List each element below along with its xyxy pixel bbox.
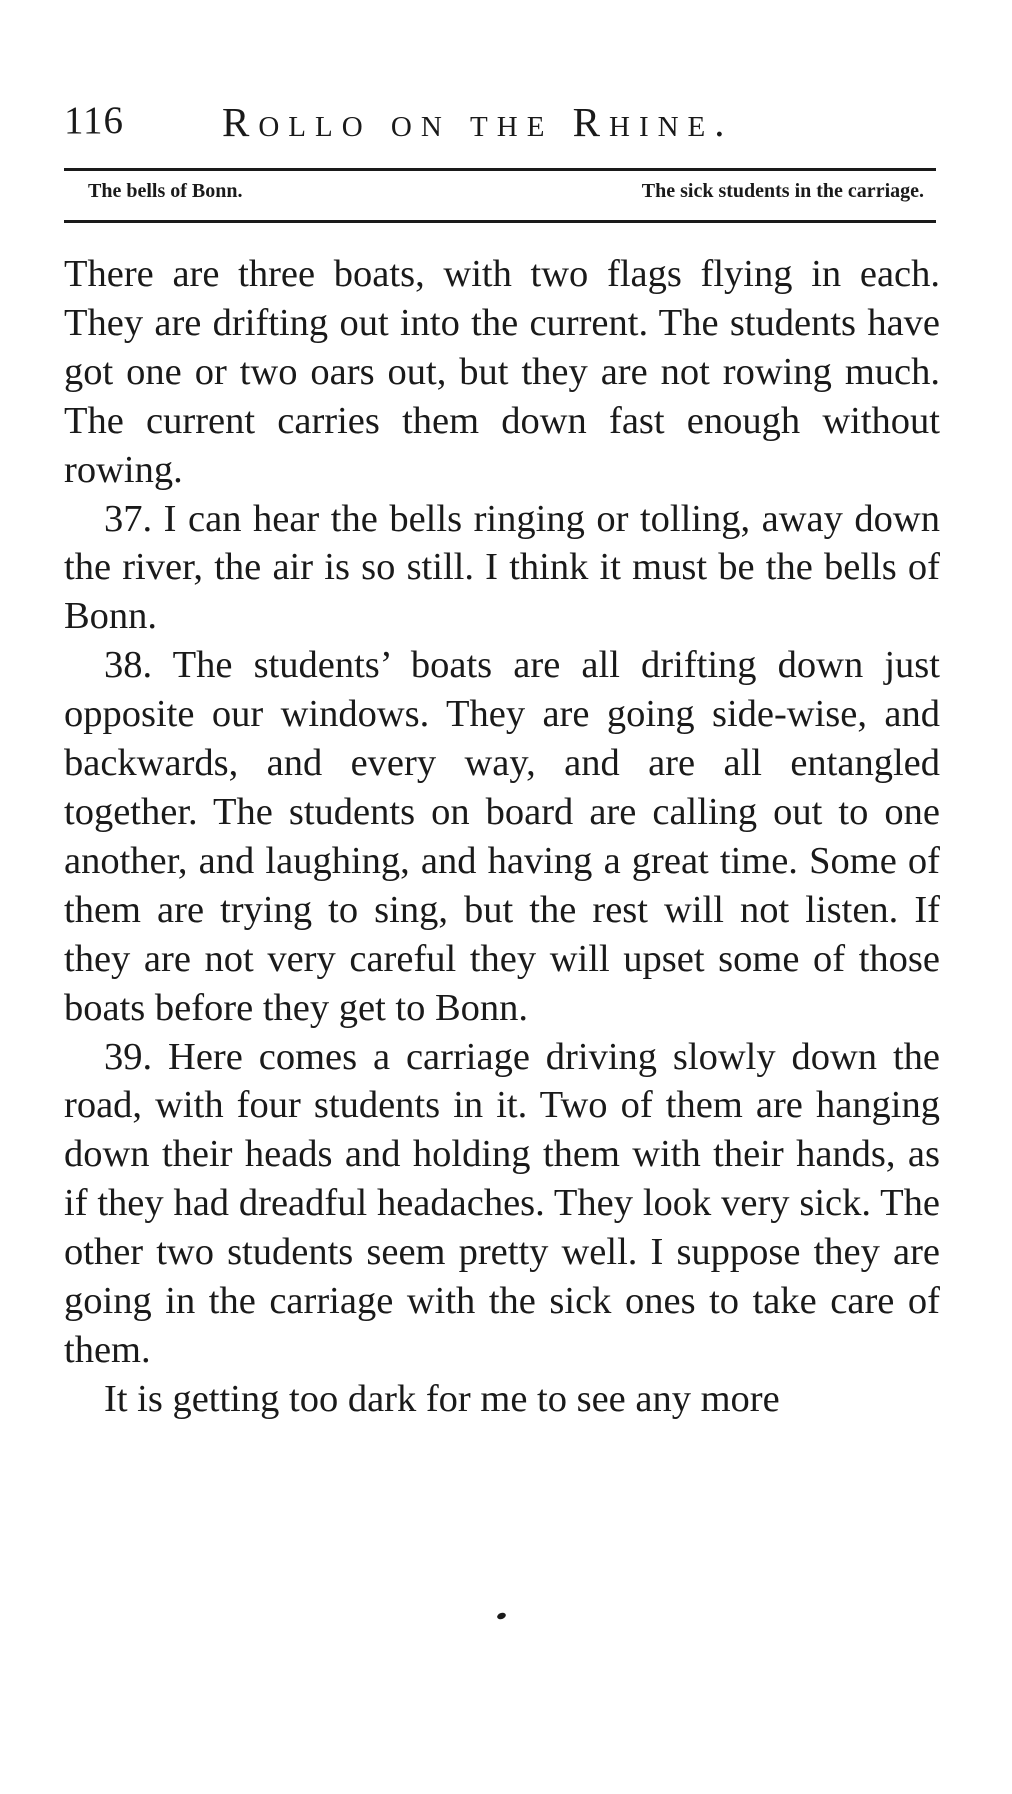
book-title: Rollo on the Rhine. [222,99,734,145]
header-rule-bottom [64,220,936,223]
subhead-left: The bells of Bonn. [88,180,243,202]
paragraph-37: 37. I can hear the bells ringing or tolling, away down the river, the air is so still. I think it must be the bells of Bonn. [64,497,940,638]
page-number: 116 [64,99,125,142]
running-head [64,98,944,148]
paragraph-final: It is getting too dark for me to see any more [104,1377,780,1420]
paragraph-continued: There are three boats, with two flags flying in each. They are drifting out into the current. The students have got one or two oars out, but they are not rowing much. The current carries them down fast enough without rowing. [64,253,940,491]
paragraph-39: 39. Here comes a carriage driving slowly down the road, with four students in it. Two of them are hanging down their heads and holding them with their hands, as if they had dreadful headaches. They look very sick. The other two students seem pretty well. I suppose they are going in the carriage with the sick ones to take care of them. [64,1035,940,1371]
header-rule-top [64,168,936,171]
paragraph-38: 38. The students’ boats are all drifting down just opposite our windows. They are going side-wise, and backwards, and every way, and are all entangled together. The students on board are calling out to one another, and laughing, and having a great time. Some of them are trying to sing, but the rest will not listen. If they are not very careful they will upset some of those boats before they get to Bonn. [64,644,940,1029]
printer-mark [496,1612,507,1621]
section-subheads [64,180,936,210]
body-text [64,250,940,1424]
subhead-right: The sick students in the carriage. [641,180,924,202]
